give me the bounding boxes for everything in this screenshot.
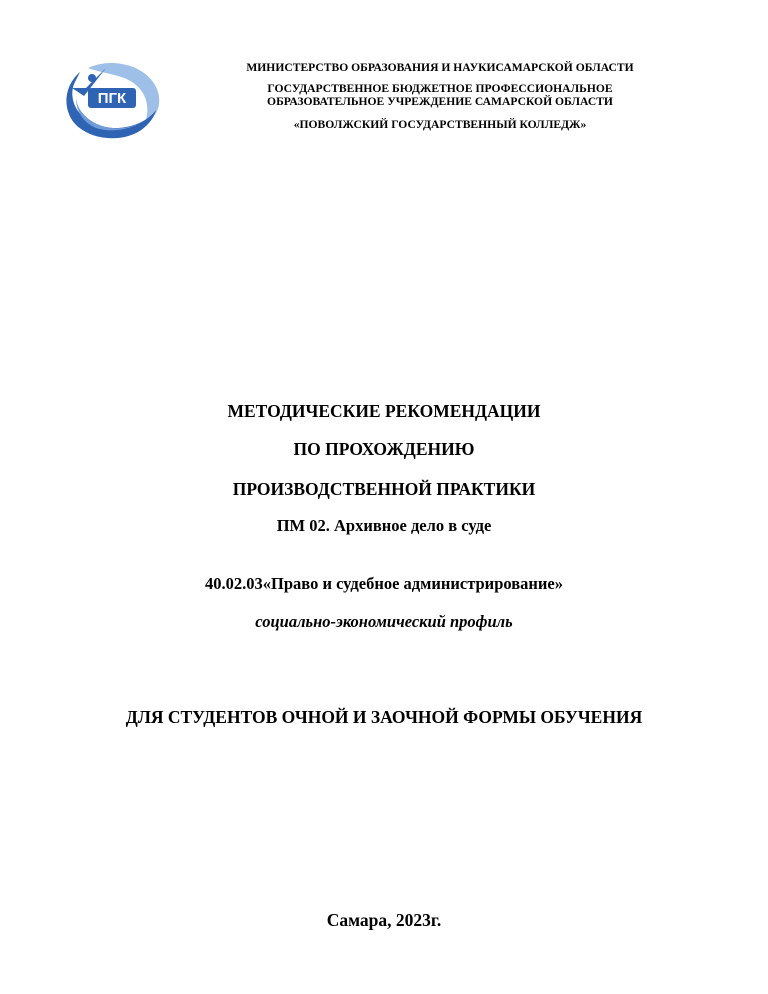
- profile-label: социально-экономический профиль: [255, 612, 513, 631]
- college-logo: [58, 58, 162, 142]
- logo-text: ПГК: [97, 90, 127, 107]
- institution-type-line: ГОСУДАРСТВЕННОЕ БЮДЖЕТНОЕ ПРОФЕССИОНАЛЬНОЕ: [267, 82, 613, 95]
- ministry-line: МИНИСТЕРСТВО ОБРАЗОВАНИЯ И НАУКИСАМАРСКОЙ ОБЛАСТИ: [246, 61, 634, 74]
- specialty-title: 40.02.03«Право и судебное администрирование»: [205, 574, 563, 593]
- college-name-line: «ПОВОЛЖСКИЙ ГОСУДАРСТВЕННЫЙ КОЛЛЕДЖ»: [293, 118, 587, 131]
- title-line-3: ПРОИЗВОДСТВЕННОЙ ПРАКТИКИ: [232, 479, 536, 499]
- title-line-1: МЕТОДИЧЕСКИЕ РЕКОМЕНДАЦИИ: [227, 401, 541, 421]
- title-line-2: ПО ПРОХОЖДЕНИЮ: [293, 439, 475, 459]
- city-year: Самара, 2023г.: [326, 910, 442, 930]
- audience-line: ДЛЯ СТУДЕНТОВ ОЧНОЙ И ЗАОЧНОЙ ФОРМЫ ОБУЧЕНИЯ: [125, 707, 643, 727]
- module-title: ПМ 02. Архивное дело в суде: [276, 516, 492, 535]
- institution-region-line: ОБРАЗОВАТЕЛЬНОЕ УЧРЕЖДЕНИЕ САМАРСКОЙ ОБЛАСТИ: [267, 95, 613, 108]
